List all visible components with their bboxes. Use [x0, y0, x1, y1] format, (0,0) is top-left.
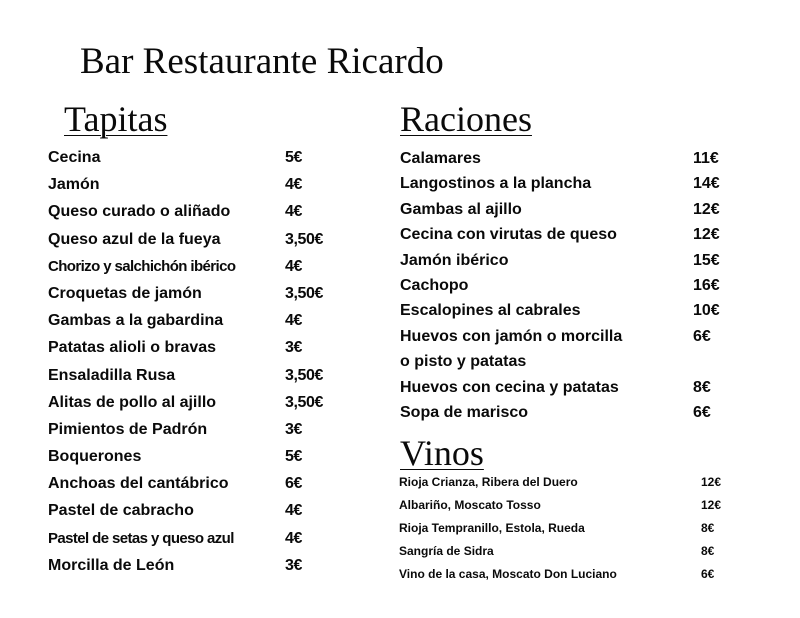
list-item — [399, 517, 739, 540]
list-item — [399, 471, 739, 494]
tapitas-list — [48, 146, 348, 581]
list-item — [48, 527, 348, 554]
list-item — [48, 200, 348, 227]
item-name: Rioja Tempranillo, Estola, Rueda — [399, 521, 585, 535]
list-item — [400, 298, 740, 323]
list-item — [48, 228, 348, 255]
list-item — [400, 171, 740, 196]
list-item — [400, 273, 740, 298]
tapitas-heading: Tapitas — [64, 99, 168, 139]
item-price: 5€ — [285, 149, 302, 166]
item-price: 10€ — [693, 302, 720, 320]
list-item — [48, 309, 348, 336]
item-name: Cecina con virutas de queso — [400, 226, 617, 244]
item-price: 4€ — [285, 257, 302, 275]
item-name: Pastel de cabracho — [48, 502, 194, 520]
item-name: Ensaladilla Rusa — [48, 366, 176, 384]
item-price: 15€ — [693, 251, 720, 269]
item-name: Jamón — [48, 176, 100, 194]
item-name: Sopa de marisco — [400, 403, 529, 421]
item-name: Vino de la casa, Moscato Don Luciano — [399, 567, 617, 581]
item-name: Pimientos de Padrón — [48, 420, 208, 438]
item-price: 3,50€ — [285, 366, 324, 384]
list-item — [48, 391, 348, 418]
item-price: 3€ — [285, 420, 302, 438]
item-price: 3,50€ — [285, 393, 324, 411]
list-item — [400, 248, 740, 273]
item-name: Cecina — [48, 149, 101, 166]
item-price: 11€ — [693, 150, 719, 167]
list-item — [48, 554, 348, 581]
list-item — [399, 563, 739, 586]
list-item — [48, 282, 348, 309]
item-price: 12€ — [701, 475, 722, 489]
list-item — [48, 364, 348, 391]
list-item — [400, 324, 740, 375]
menu-title: Bar Restaurante Ricardo — [80, 41, 444, 82]
item-name: Langostinos a la plancha — [400, 175, 592, 193]
item-price: 12€ — [693, 200, 720, 218]
item-name: Escalopines al cabrales — [400, 302, 581, 320]
item-price: 3€ — [285, 339, 302, 357]
item-price: 4€ — [285, 529, 302, 547]
list-item — [48, 336, 348, 363]
list-item — [400, 222, 740, 247]
item-name: Albariño, Moscato Tosso — [399, 498, 541, 512]
item-price: 16€ — [693, 276, 720, 294]
item-price: 4€ — [285, 176, 302, 194]
item-name: Sangría de Sidra — [399, 544, 494, 558]
item-name-line2: o pisto y patatas — [400, 353, 527, 371]
item-price: 6€ — [693, 403, 711, 421]
item-price: 6€ — [693, 327, 711, 345]
item-name: Queso curado o aliñado — [48, 203, 231, 221]
item-name: Gambas a la gabardina — [48, 312, 224, 330]
item-price: 4€ — [285, 203, 302, 221]
list-item — [48, 146, 348, 173]
item-name — [400, 324, 622, 375]
item-name: Patatas alioli o bravas — [48, 339, 217, 357]
item-name: Boquerones — [48, 448, 142, 466]
item-price: 12€ — [701, 498, 722, 512]
item-price: 8€ — [701, 544, 715, 558]
raciones-list — [400, 146, 740, 425]
item-price: 3,50€ — [285, 284, 324, 302]
item-name: Gambas al ajillo — [400, 200, 522, 218]
item-price: 5€ — [285, 448, 302, 466]
list-item — [400, 197, 740, 222]
list-item — [48, 255, 348, 282]
list-item — [400, 146, 740, 171]
item-name: Cachopo — [400, 276, 469, 294]
list-item — [399, 494, 739, 517]
item-price: 4€ — [285, 312, 302, 330]
item-name: Rioja Crianza, Ribera del Duero — [399, 475, 578, 489]
item-price: 6€ — [701, 567, 715, 581]
list-item — [399, 540, 739, 563]
list-item — [48, 499, 348, 526]
item-name: Huevos con cecina y patatas — [400, 378, 619, 396]
item-price: 12€ — [693, 226, 720, 244]
list-item — [400, 375, 740, 400]
list-item — [48, 418, 348, 445]
vinos-heading: Vinos — [400, 433, 484, 473]
item-price: 14€ — [693, 175, 720, 193]
item-price: 8€ — [701, 521, 715, 535]
item-name: Anchoas del cantábrico — [48, 475, 229, 493]
item-price: 3€ — [285, 556, 302, 574]
item-name: Croquetas de jamón — [48, 284, 202, 302]
item-name-line1: Huevos con jamón o morcilla — [400, 327, 623, 345]
item-price: 3,50€ — [285, 230, 324, 248]
item-price: 6€ — [285, 475, 302, 493]
item-name: Alitas de pollo al ajillo — [48, 393, 217, 411]
list-item — [48, 445, 348, 472]
item-name: Queso azul de la fueya — [48, 230, 221, 248]
item-name: Jamón ibérico — [400, 251, 509, 269]
item-name: Pastel de setas y queso azul — [48, 529, 234, 547]
item-name: Calamares — [400, 150, 481, 167]
list-item — [48, 472, 348, 499]
list-item — [400, 400, 740, 425]
raciones-heading: Raciones — [400, 99, 532, 139]
item-price: 8€ — [693, 378, 711, 396]
item-name: Chorizo y salchichón ibérico — [48, 257, 236, 275]
item-price: 4€ — [285, 502, 302, 520]
vinos-list — [399, 471, 739, 586]
list-item — [48, 173, 348, 200]
item-name: Morcilla de León — [48, 556, 175, 574]
